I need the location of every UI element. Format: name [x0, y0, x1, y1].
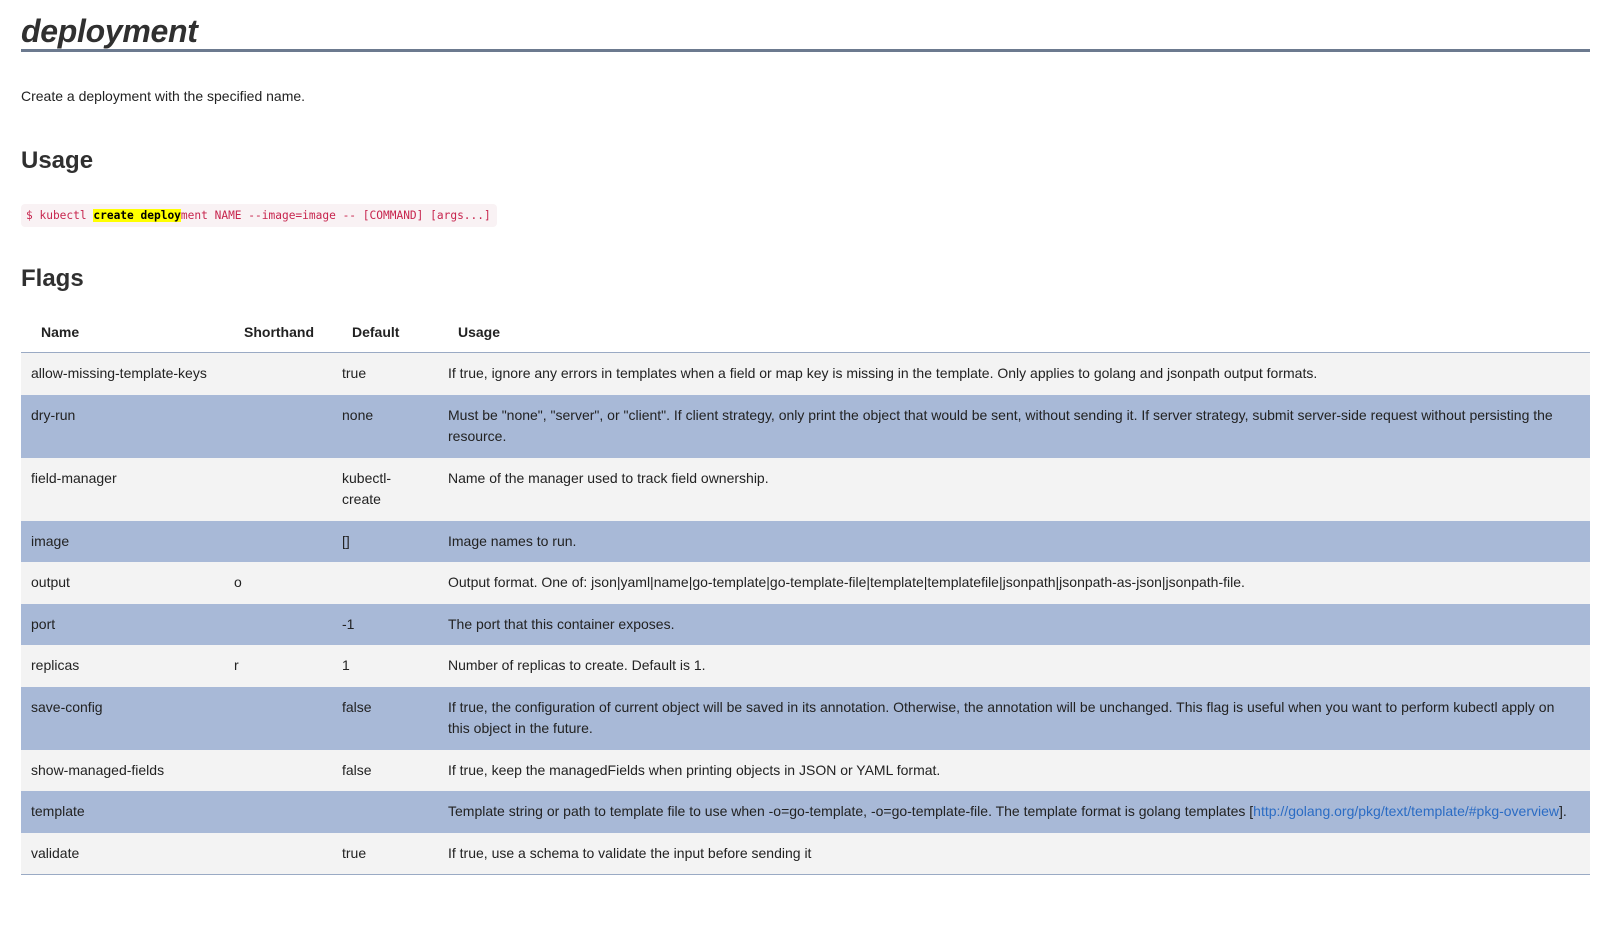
- flag-usage-text: If true, keep the managedFields when printing objects in JSON or YAML format.: [448, 761, 941, 778]
- column-header-name: Name: [21, 312, 224, 353]
- title-divider: [21, 49, 1590, 52]
- flag-name: allow-missing-template-keys: [31, 365, 207, 381]
- flag-usage: [438, 645, 1590, 687]
- flag-shorthand: [224, 833, 332, 875]
- flag-usage-text: If true, the configuration of current object will be saved in its annotation. Otherwise, the annotation will be unchanged. This flag is useful when you want to perform kubectl apply on this object in the future.: [448, 698, 1555, 736]
- flag-usage: [438, 562, 1590, 604]
- table-row: [21, 521, 1590, 563]
- flag-shorthand: [224, 791, 332, 833]
- flag-shorthand: [224, 458, 332, 521]
- table-row: [21, 604, 1590, 646]
- usage-code-suffix: ment NAME --image=image -- [COMMAND] [args...]: [180, 209, 491, 222]
- flag-name: output: [31, 574, 70, 590]
- flag-usage: [438, 521, 1590, 563]
- flag-usage-text: The port that this container exposes.: [448, 615, 675, 632]
- flag-name: port: [31, 615, 56, 632]
- flag-default: true: [342, 844, 367, 861]
- flag-name: image: [31, 532, 70, 549]
- search-highlight: create deploy: [93, 209, 181, 222]
- flag-shorthand: r: [234, 657, 239, 673]
- flag-name: show-managed-fields: [31, 761, 165, 778]
- table-row: [21, 458, 1590, 521]
- flag-shorthand: [224, 353, 332, 395]
- flag-default: kubectl-create: [342, 469, 392, 507]
- flag-default: -1: [342, 615, 355, 632]
- column-header-shorthand: Shorthand: [224, 312, 332, 353]
- flags-table: [21, 312, 1590, 875]
- flag-usage: [438, 604, 1590, 646]
- flag-default: []: [342, 532, 350, 549]
- flag-name: dry-run: [31, 406, 76, 423]
- flag-usage-text: Number of replicas to create. Default is 1.: [448, 657, 706, 673]
- flag-default: true: [342, 365, 367, 381]
- usage-code-block: [21, 204, 1590, 228]
- flag-usage-text-after: ].: [1559, 803, 1567, 819]
- flag-usage-text: Template string or path to template file to use when -o=go-template, -o=go-template-file. The template format is golang templates [: [448, 803, 1254, 819]
- flag-usage: [438, 791, 1590, 833]
- flag-default: 1: [342, 657, 350, 673]
- flag-default: false: [342, 698, 372, 715]
- golang-template-link[interactable]: http://golang.org/pkg/text/template/#pkg-overview: [1253, 803, 1560, 819]
- flag-name: field-manager: [31, 469, 117, 486]
- flag-usage-text: Must be "none", "server", or "client". If client strategy, only print the object that would be sent, without sending it. If server strategy, submit server-side request without persisting the resource.: [448, 406, 1553, 444]
- flag-usage: [438, 395, 1590, 458]
- flags-heading: Flags: [21, 265, 84, 292]
- table-row: [21, 791, 1590, 833]
- flag-default: false: [342, 761, 372, 778]
- table-row: [21, 353, 1590, 395]
- table-row: [21, 645, 1590, 687]
- table-row: [21, 833, 1590, 875]
- flag-name: replicas: [31, 657, 80, 673]
- flag-usage-text: Image names to run.: [448, 532, 577, 549]
- table-row: [21, 395, 1590, 458]
- flag-usage-text: If true, ignore any errors in templates when a field or map key is missing in the template. Only applies to golang and jsonpath output formats.: [448, 365, 1318, 381]
- flag-usage: [438, 458, 1590, 521]
- flag-shorthand: [224, 687, 332, 750]
- flag-shorthand: o: [234, 574, 242, 590]
- flags-table-header: [21, 312, 1590, 353]
- usage-code: [21, 204, 497, 227]
- column-header-default: Default: [332, 312, 438, 353]
- flags-table-body: [21, 353, 1590, 875]
- column-header-usage: Usage: [438, 312, 1590, 353]
- flag-name: validate: [31, 844, 80, 861]
- flag-shorthand: [224, 395, 332, 458]
- flag-usage-text: Name of the manager used to track field ownership.: [448, 469, 769, 486]
- usage-heading: Usage: [21, 147, 94, 174]
- flag-usage: [438, 750, 1590, 792]
- table-row: [21, 750, 1590, 792]
- page-description: Create a deployment with the specified name.: [21, 88, 306, 104]
- flag-usage-text: Output format. One of: json|yaml|name|go-template|go-template-file|template|templatefile|jsonpath|jsonpath-as-json|jsonpath-file.: [448, 574, 1245, 590]
- flag-default: none: [342, 406, 374, 423]
- table-row: [21, 562, 1590, 604]
- header-row: [21, 312, 1590, 353]
- flag-usage: [438, 353, 1590, 395]
- flag-default: [332, 562, 438, 604]
- flag-usage: [438, 833, 1590, 875]
- page-title: deployment: [21, 13, 198, 49]
- flag-usage-text: If true, use a schema to validate the input before sending it: [448, 844, 812, 861]
- flag-shorthand: [224, 604, 332, 646]
- flag-name: save-config: [31, 698, 103, 715]
- usage-code-prefix: $ kubectl: [26, 209, 94, 222]
- flag-shorthand: [224, 521, 332, 563]
- flag-name: template: [31, 803, 85, 819]
- table-row: [21, 687, 1590, 750]
- flag-usage: [438, 687, 1590, 750]
- flag-default: [332, 791, 438, 833]
- flag-shorthand: [224, 750, 332, 792]
